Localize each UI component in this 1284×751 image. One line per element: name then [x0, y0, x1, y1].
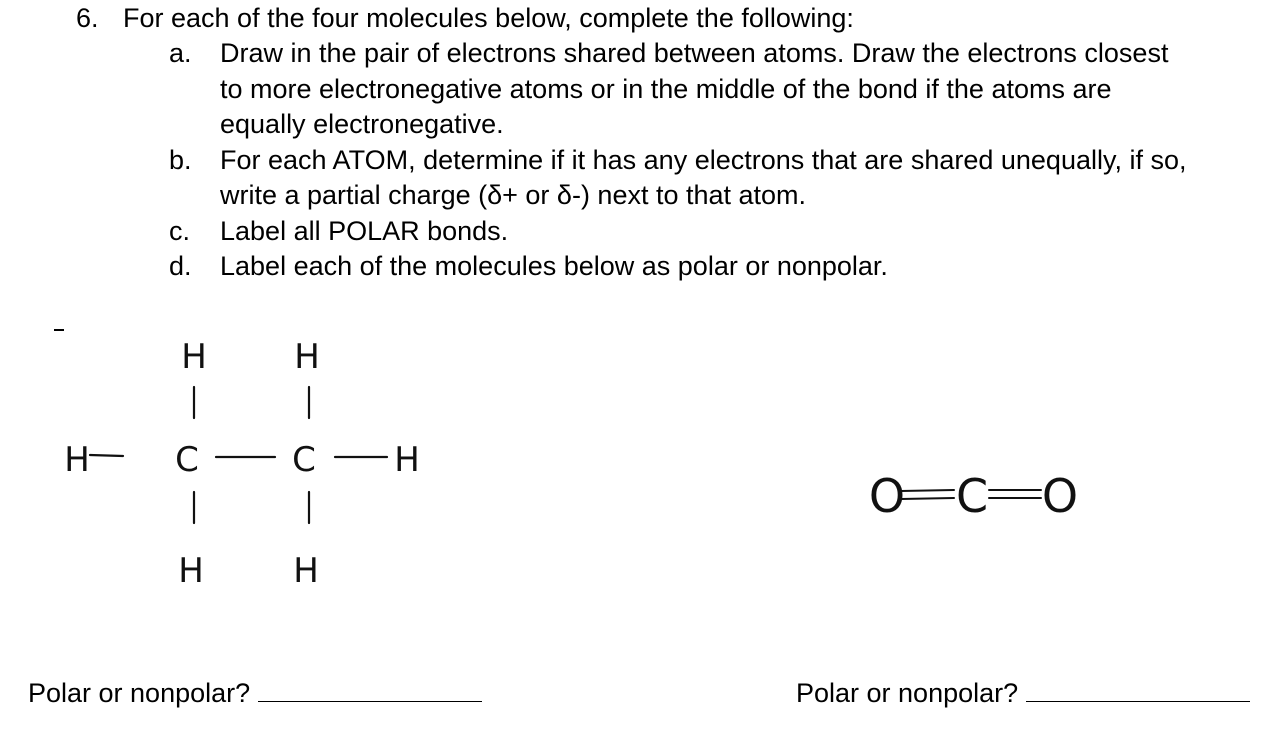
subpart-letter: c. — [169, 215, 191, 246]
atom-c-right: C — [292, 440, 316, 480]
atom-h-bottom-left: H — [178, 551, 204, 591]
question-number: 6. — [76, 3, 99, 33]
atom-o-right: O — [1041, 469, 1079, 523]
double-bond-left-top — [901, 490, 954, 491]
subpart-text — [220, 214, 1276, 250]
subpart-d — [169, 249, 1276, 285]
subpart-list — [76, 36, 1276, 285]
atom-h-top-left: H — [181, 337, 207, 377]
ethane-polar-prompt — [28, 673, 482, 710]
bond-left — [90, 455, 123, 456]
subpart-line: Draw in the pair of electrons shared between atoms. Draw the electrons closest — [220, 38, 1169, 68]
subpart-letter: b. — [169, 144, 192, 175]
subpart-letter: d. — [169, 251, 192, 281]
subpart-text — [220, 249, 1276, 285]
subpart-a — [169, 36, 1276, 143]
subpart-line: Label all POLAR bonds. — [220, 215, 509, 246]
answer-blank[interactable] — [1026, 673, 1250, 702]
subpart-line: write a partial charge (δ+ or δ-) next to that atom. — [220, 180, 807, 210]
subpart-letter: a. — [169, 38, 192, 68]
subpart-c — [169, 214, 1276, 250]
atom-o-left: O — [868, 469, 906, 523]
atom-h-bottom-right: H — [293, 551, 319, 591]
polar-prompt-label: Polar or nonpolar? — [28, 678, 251, 708]
subpart-line: Label each of the molecules below as polar or nonpolar. — [220, 251, 888, 281]
atom-h-right: H — [394, 440, 420, 480]
co2-polar-prompt — [796, 673, 1250, 710]
subpart-text — [220, 143, 1276, 214]
atom-h-top-right: H — [294, 337, 320, 377]
subpart-line: to more electronegative atoms or in the middle of the bond if the atoms are — [220, 73, 1112, 104]
question-block — [76, 0, 1276, 285]
subpart-line: equally electronegative. — [220, 109, 504, 139]
question-prompt: For each of the four molecules below, complete the following: — [123, 3, 854, 33]
subpart-text — [220, 36, 1276, 143]
answer-blank[interactable] — [258, 673, 482, 702]
subpart-line: For each ATOM, determine if it has any electrons that are shared unequally, if so, — [220, 144, 1187, 175]
carbon-dioxide-structure — [860, 460, 1180, 540]
question-header — [76, 0, 1276, 36]
atom-h-left: H — [64, 440, 90, 480]
polar-prompt-label: Polar or nonpolar? — [796, 678, 1019, 708]
double-bond-left-bottom — [901, 498, 954, 499]
subpart-b — [169, 143, 1276, 214]
atom-c-center: C — [955, 469, 989, 523]
ethane-structure — [40, 320, 460, 600]
atom-c-left: C — [175, 440, 199, 480]
